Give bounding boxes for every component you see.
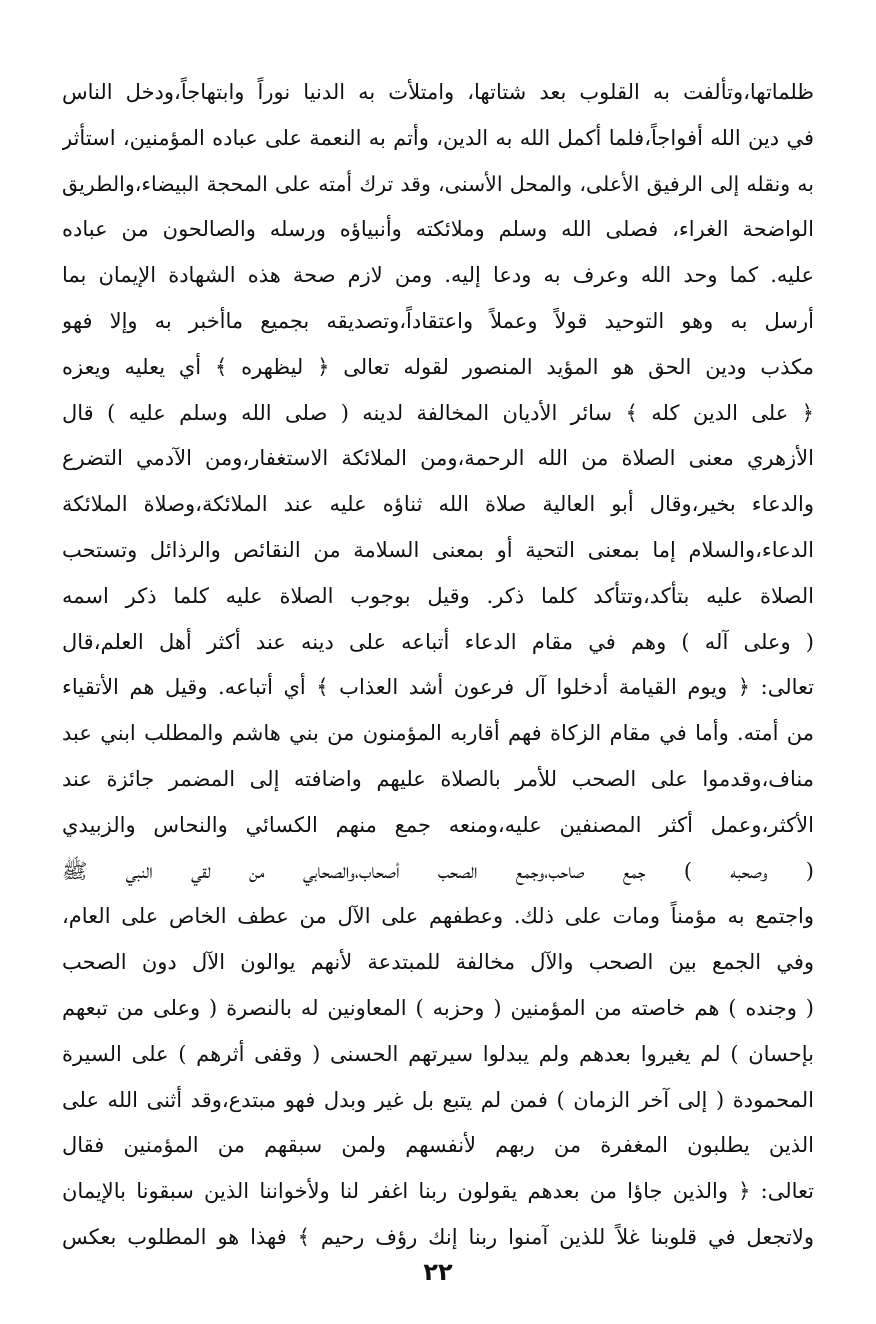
text-line: وفي الجمع بين الصحب والآل مخالفة للمبتدعة لأنهم يوالون الآل دون الصحب (62, 950, 814, 975)
text-line: تعالى: ﴿ والذين جاؤا من بعدهم يقولون ربنا اغفر لنا ولأخواننا الذين سبقونا بالإيمان (62, 1179, 814, 1204)
text-line: به ونقله إلى الرفيق الأعلى، والمحل الأسنى، وقد ترك أمته على المحجة البيضاء،والطريق (62, 171, 814, 196)
text-line: الأكثر،وعمل أكثر المصنفين عليه،ومنعه جمع منهم الكسائي والنحاس والزبيدي (62, 812, 814, 837)
text-line: الدعاء،والسلام إما بمعنى التحية أو بمعنى السلامة من النقائص والرذائل وتستحب (62, 537, 814, 562)
text-line: ﴿ على الدين كله ﴾ سائر الأديان المخالفة لدينه ( صلى الله وسلم عليه ) قال (62, 400, 814, 425)
text-line: ( وعلى آله ) وهم في مقام الدعاء أتباعه على دينه عند أكثر أهل العلم،قال (62, 629, 814, 654)
text-line: الصلاة عليه بتأكد،وتتأكد كلما ذكر. وقيل بوجوب الصلاة عليه كلما ذكر اسمه (62, 583, 814, 608)
text-line: تعالى: ﴿ ويوم القيامة أدخلوا آل فرعون أشد العذاب ﴾ أي أتباعه. وقيل هم الأتقياء (62, 675, 814, 700)
page-number: ٢٢ (423, 1258, 453, 1286)
text-line: ظلماتها،وتألفت به القلوب بعد شتاتها، وامتلأت به الدنيا نوراً وابتهاجاً،ودخل الناس (62, 80, 814, 104)
text-line: الأزهري معنى الصلاة من الله الرحمة،ومن الملائكة الاستغفار،ومن الآدمي التضرع (62, 446, 814, 471)
text-line: والدعاء بخير،وقال أبو العالية صلاة الله ثناؤه عليه عند الملائكة،وصلاة الملائكة (62, 492, 814, 517)
text-line: الواضحة الغراء، فصلى الله وسلم وملائكته وأنبياؤه ورسله والصالحون من عباده (62, 217, 814, 242)
text-line: مكذب ودين الحق هو المؤيد المنصور لقوله تعالى ﴿ ليظهره ﴾ أي يعليه ويعزه (62, 354, 814, 379)
text-line: المحمودة ( إلى آخر الزمان ) فمن لم يتبع بل غير وبدل فهو مبتدع،وقد أثنى الله على (62, 1087, 814, 1112)
text-line: بإحسان ) لم يغيروا بعدهم ولم يبدلوا سيرتهم الحسنى ( وقفى أثرهم ) على السيرة (62, 1041, 814, 1066)
text-line: ( وجنده ) هم خاصته من المؤمنين ( وحزبه ) المعاونين له بالنصرة ( وعلى من تبعهم (62, 995, 814, 1020)
text-line: ( وصحبه ) جمع صاحب،وجمع الصحب أصحاب،والصحابي من لقي النبي ﷺ (62, 858, 814, 883)
text-line: مناف،وقدموا على الصحب للأمر بالصلاة عليهم واضافته إلى المضمر جائزة عند (62, 766, 814, 791)
text-line: الذين يطلبون المغفرة من ربهم لأنفسهم ولمن سبقهم من المؤمنين فقال (62, 1133, 814, 1158)
text-line: من أمته. وأما في مقام الزكاة فهم أقاربه المؤمنون من بني هاشم والمطلب ابني عبد (62, 721, 814, 746)
text-line: أرسل به وهو التوحيد قولاً وعملاً واعتقاداً،وتصديقه بجميع ماأخبر به وإلا فهو (62, 308, 814, 333)
text-line: واجتمع به مؤمناً ومات على ذلك. وعطفهم على الآل من عطف الخاص على العام، (62, 904, 814, 929)
text-line: ولاتجعل في قلوبنا غلاً للذين آمنوا ربنا إنك رؤف رحيم ﴾ فهذا هو المطلوب بعكس (62, 1224, 814, 1249)
text-line: في دين الله أفواجاً،فلما أكمل الله به الدين، وأتم به النعمة على عباده المؤمنين، استأثر (62, 125, 814, 150)
body-text (62, 70, 814, 1261)
text-line: عليه. كما وحد الله وعرف به ودعا إليه. ومن لازم صحة هذه الشهادة الإيمان بما (62, 263, 814, 288)
